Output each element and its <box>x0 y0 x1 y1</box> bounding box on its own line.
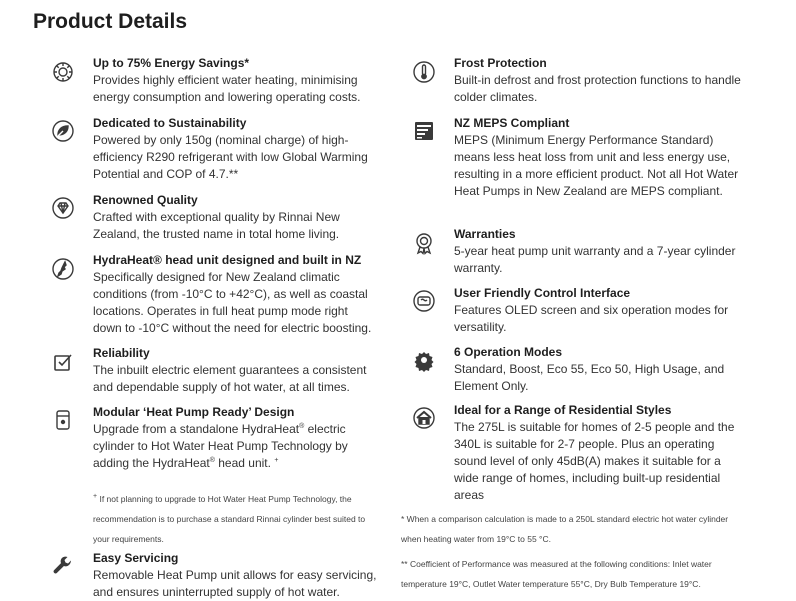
feature-description: Standard, Boost, Eco 55, Eco 50, High Usage, and Element Only. <box>454 362 725 393</box>
feature-title: User Friendly Control Interface <box>454 286 631 300</box>
footnote-upgrade: + If not planning to upgrade to Hot Water Heat Pump Technology, the recommendation is to purchase a standard Rinnai cylinder best suited to your requirements. <box>93 493 366 544</box>
meps-rating-icon <box>412 119 436 143</box>
feature-title: Renowned Quality <box>93 193 198 207</box>
feature-description: Provides highly efficient water heating, minimising energy consumption and lowering operating costs. <box>93 73 361 104</box>
control-panel-icon <box>412 289 436 313</box>
feature-title: Easy Servicing <box>93 551 179 565</box>
feature-description: MEPS (Minimum Energy Performance Standard) means less heat loss from unit and less energy use, resulting in a more efficient product. Not all Hot Water Heat Pumps in New Zealand are MEPS compliant. <box>454 133 739 198</box>
nz-map-icon <box>51 257 75 281</box>
page-title: Product Details <box>33 10 188 33</box>
feature-description: The 275L is suitable for homes of 2-5 people and the 340L is suitable for 2-7 people. Plus an operating sound level of only 45dB(A) makes it suitable for a wide range of homes, including built-up residential areas <box>454 420 735 502</box>
feature-title: Warranties <box>454 227 516 241</box>
feature-description: Features OLED screen and six operation modes for versatility. <box>454 303 729 334</box>
feature-description: The inbuilt electric element guarantees a consistent and dependable supply of hot water, at all times. <box>93 363 367 394</box>
house-icon <box>412 406 436 430</box>
gear-modes-icon <box>412 348 436 372</box>
feature-title: HydraHeat® head unit designed and built in NZ <box>93 253 362 267</box>
feature-title: 6 Operation Modes <box>454 345 563 359</box>
feature-title: Dedicated to Sustainability <box>93 116 247 130</box>
feature-title: NZ MEPS Compliant <box>454 116 570 130</box>
diamond-icon <box>51 196 75 220</box>
feature-description: Crafted with exceptional quality by Rinnai New Zealand, the trusted name in total home living. <box>93 210 340 241</box>
feature-description: Removable Heat Pump unit allows for easy servicing, and ensures uninterrupted supply of hot water. <box>93 568 377 599</box>
footnote-cop-conditions: ** Coefficient of Performance was measured at the following conditions: Inlet water temperature 19°C, Outlet Water temperature 55°C, Dry Bulb Temperature 19°C. <box>401 559 712 589</box>
feature-title: Up to 75% Energy Savings* <box>93 56 250 70</box>
feature-title: Modular ‘Heat Pump Ready’ Design <box>93 405 295 419</box>
leaf-icon <box>51 119 75 143</box>
feature-title: Reliability <box>93 346 150 360</box>
thermometer-icon <box>412 60 436 84</box>
wrench-icon <box>51 555 75 579</box>
feature-description: Upgrade from a standalone HydraHeat® electric cylinder to Hot Water Heat Pump Technology by adding the HydraHeat® head unit. + <box>93 422 348 470</box>
feature-description: Specifically designed for New Zealand climatic conditions (from -10°C to +42°C), as well as coastal locations. Operates in full heat pump mode right down to -10°C without the need for electric boosting. <box>93 270 372 335</box>
award-ribbon-icon <box>412 231 436 255</box>
feature-description: 5-year heat pump unit warranty and a 7-year cylinder warranty. <box>454 244 736 275</box>
footnote-energy-comparison: * When a comparison calculation is made to a 250L standard electric hot water cylinder when heating water from 19°C to 55 °C. <box>401 514 729 544</box>
feature-description: Powered by only 150g (nominal charge) of high-efficiency R290 refrigerant with low Global Warming Potential and COP of 4.7.** <box>93 133 368 181</box>
checkbox-icon <box>51 350 75 374</box>
feature-title: Ideal for a Range of Residential Styles <box>454 403 672 417</box>
feature-title: Frost Protection <box>454 56 547 70</box>
energy-gear-icon <box>51 60 75 84</box>
feature-description: Built-in defrost and frost protection functions to handle colder climates. <box>454 73 741 104</box>
cylinder-icon <box>51 408 75 432</box>
